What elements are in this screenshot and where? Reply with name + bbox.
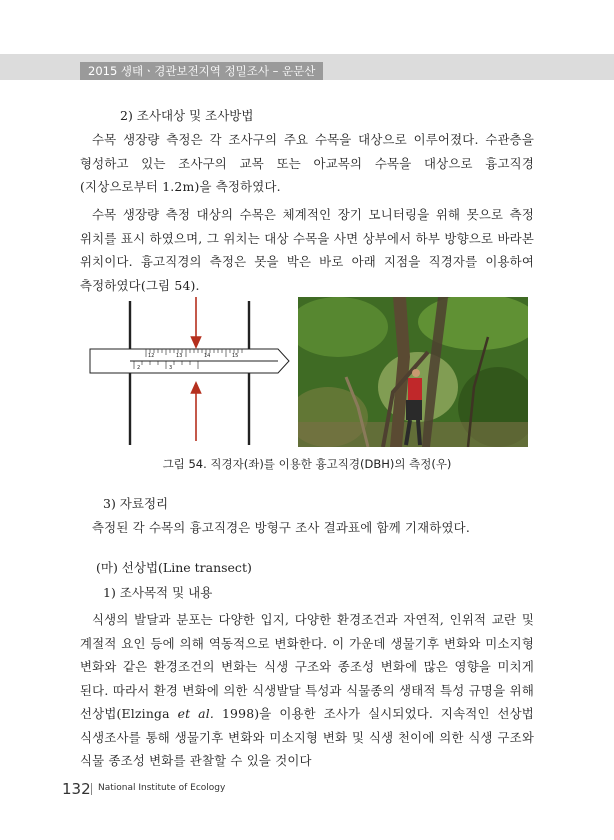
section-heading-survey-method: 2) 조사대상 및 조사방법 [120, 108, 254, 123]
paragraph-growth-measurement: 수목 생장량 측정은 각 조사구의 주요 수목을 대상으로 이루어졌다. 수관층을 형성하고 있는 조사구의 교목 또는 아교목의 수목을 대상으로 흉고직경(지상으로부터 1.2m)을 측정하였다. [80, 132, 534, 194]
running-header-title: 2015 생태ㆍ경관보전지역 정밀조사 – 운문산 [80, 62, 323, 80]
paragraph-nail-marking: 수목 생장량 측정 대상의 수목은 체계적인 장기 모니터링을 위해 못으로 측정 위치를 표시 하였으며, 그 위치는 대상 수목을 사면 상부에서 하부 방향으로 바라본 위치이다. 흉고직경의 측정은 못을 박은 바로 아래 지점을 직경자를 이용하여 측정하였다(그림 54). [80, 207, 534, 293]
dbh-measurement-photo [298, 297, 528, 447]
tick-label: 12 [148, 353, 155, 359]
paragraph-data-recording: 측정된 각 수목의 흉고직경은 방형구 조사 결과표에 함께 기재하였다. [92, 520, 470, 535]
tick-label: 2 [137, 365, 141, 371]
figure-caption: 그림 54. 직경자(좌)를 이용한 흉고직경(DBH)의 측정(우) [162, 457, 452, 471]
paragraph-line-transect-purpose [80, 608, 534, 773]
subsection-heading-purpose: 1) 조사목적 및 내용 [103, 585, 213, 600]
tick-label: 15 [232, 353, 239, 359]
section-heading-data-organization: 3) 자료정리 [103, 496, 169, 511]
section-heading-line-transect: (마) 선상법(Line transect) [96, 560, 252, 575]
footer-separator [91, 783, 92, 795]
page-number: 132 [62, 780, 91, 798]
tick-label: 3 [169, 365, 173, 371]
citation-et-al: et al. [177, 706, 215, 721]
caliper-diagram [86, 295, 292, 445]
tick-label: 14 [204, 353, 211, 359]
footer-publisher: National Institute of Ecology [98, 783, 226, 793]
paragraph-text-part1: 식생의 발달과 분포는 다양한 입지, 다양한 환경조건과 자연적, 인위적 교란 및 계절적 요인 등에 의해 역동적으로 변화한다. 이 가운데 생물기후 변화와 미소지형 변화와 같은 환경조건의 변화는 식생 구조와 종조성 변화에 많은 영향을 미치게 된다. 따라서 환경 변화에 의한 식생발달 특성과 식물종의 생태적 특성 규명을 위해 선상법(Elzinga [80, 612, 534, 721]
caliper-beam [90, 349, 289, 373]
tick-label: 13 [176, 353, 183, 359]
paragraph-text-part2: 1998)을 이용한 조사가 실시되었다. 지속적인 선상법 식생조사를 통해 생물기후 변화와 미소지형 변화 및 식생 천이에 의한 식생 구조와 식물 종조성 변화를 관찰할 수 있을 것이다 [80, 706, 534, 768]
